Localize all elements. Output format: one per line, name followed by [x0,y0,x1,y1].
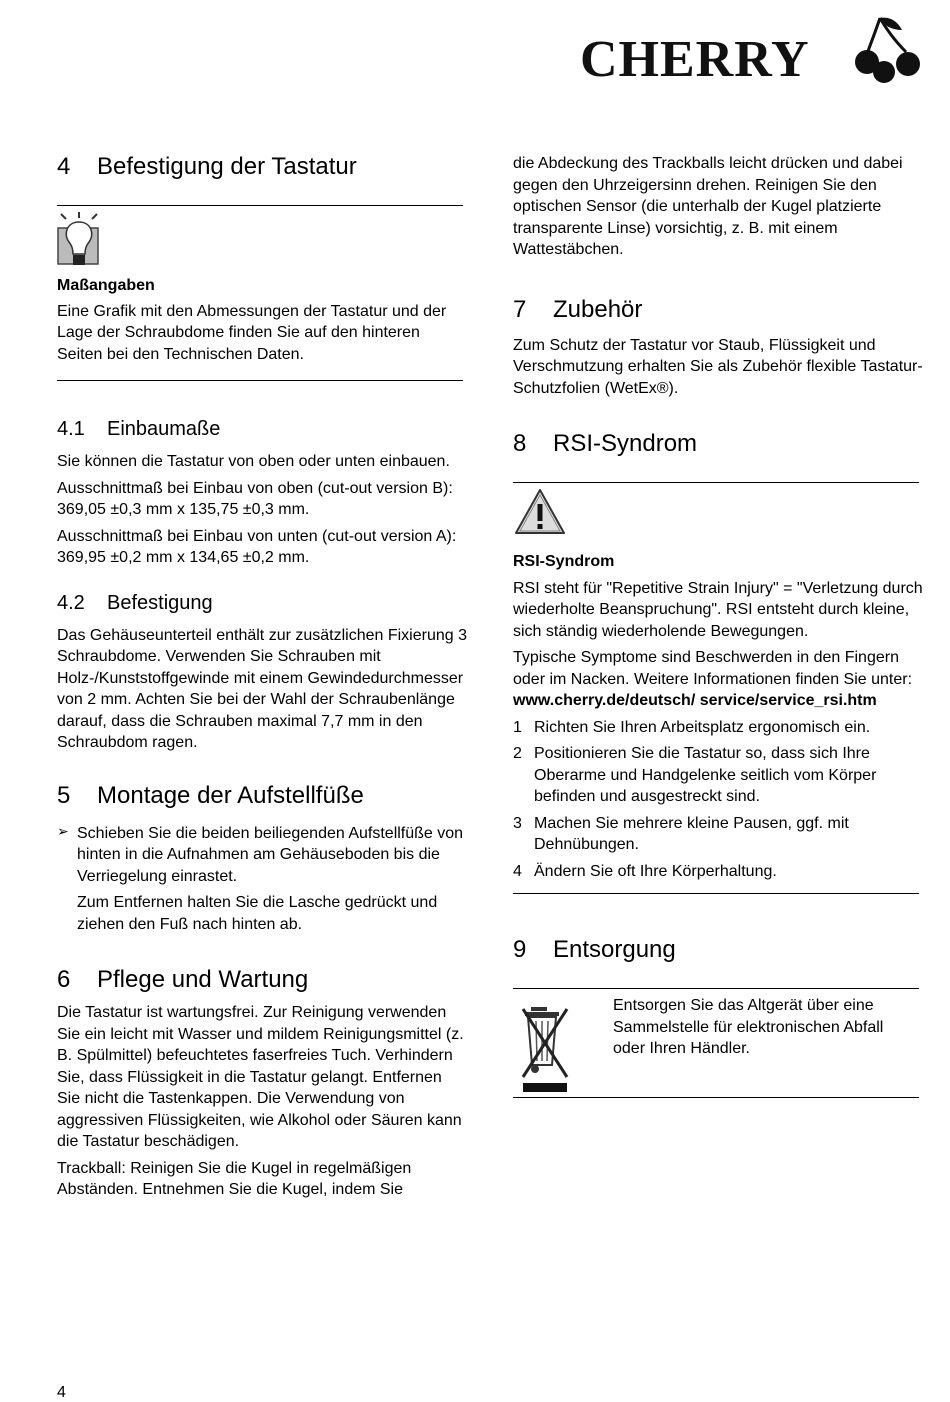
dimension-value: 369,05 ±0,3 mm x 135,75 ±0,3 mm. [57,501,310,518]
note-box-dimensions [57,212,467,365]
paragraph: Das Gehäuseunterteil enthält zur zusätzlichen Fixierung 3 Schraubdome. Verwenden Sie Schrauben mit Holz-/Kunststoffgewinde mit einem Gewindedurchmesser von 2 mm. Achten Sie bei der Wahl der Schraubenlänge darauf, dass die Schrauben maximal 7,7 mm in den Schraubdom ragen. [57,626,467,751]
paragraph: Die Tastatur ist wartungsfrei. Zur Reinigung verwenden Sie ein leicht mit Wasser und mildem Reinigungsmittel (z. B. Spülmittel) befeuchtetes faserfreies Tuch. Verhindern Sie, dass Flüssigkeit in die Tastatur gelangt. Entfernen Sie nicht die Tastenkappen. Die Verwendung von aggressiven Flüssigkeiten, wie Alkohol oder Säuren kann die Tastatur beschädigen. [57,1004,464,1150]
paragraph-text: Typische Symptome sind Beschwerden in den Fingern oder im Nacken. Weitere Informationen finden Sie unter: [513,649,913,688]
paragraph: Ausschnittmaß bei Einbau von oben (cut-out version B): [57,479,453,497]
note-text: Eine Grafik mit den Abmessungen der Tastatur und der Lage der Schraubdome finden Sie auf den hinteren Seiten bei den Technischen Daten. [57,302,447,363]
note-title: Maßangaben [57,277,155,294]
divider [513,482,919,483]
warning-triangle-icon [513,487,567,537]
left-column [57,150,467,1201]
crossed-bin-icon [521,1003,571,1095]
list-item: 3 Machen Sie mehrere kleine Pausen, ggf. mit Dehnübungen. [513,814,849,853]
list-item: 4 Ändern Sie oft Ihre Körperhaltung. [513,862,777,880]
list-item: 1 Richten Sie Ihren Arbeitsplatz ergonomisch ein. [513,718,871,736]
divider [57,205,463,206]
paragraph: Zum Schutz der Tastatur vor Staub, Flüssigkeit und Verschmutzung erhalten Sie als Zubehör flexible Tastatur-Schutzfolien (WetEx®). [513,336,923,397]
section-6-heading: 6 Pflege und Wartung [57,966,309,993]
section-7-heading: 7 Zubehör [513,295,643,323]
paragraph: Trackball: Reinigen Sie die Kugel in regelmäßigen Abständen. Entnehmen Sie die Kugel, indem Sie [57,1159,412,1198]
list-item: 2 Positionieren Sie die Tastatur so, dass sich Ihre Oberarme und Handgelenke seitlich vom Körper befinden und ausgestreckt sind. [513,745,877,805]
section-4-2-heading: 4.2 Befestigung [57,591,213,614]
lightbulb-icon [57,212,103,268]
note-box-rsi [513,487,923,882]
cherry-logo [580,14,925,92]
divider [513,1097,919,1098]
section-4-1-heading: 4.1 Einbaumaße [57,418,221,440]
paragraph: die Abdeckung des Trackballs leicht drücken und dabei gegen den Uhrzeigersinn drehen. Reinigen Sie den optischen Sensor (die unterhalb der Kugel platzierte transparente Linse) vorsichtig, z. B. mit einem Wattestäbchen. [513,155,903,258]
paragraph: RSI steht für "Repetitive Strain Injury" = "Verletzung durch wiederholte Beanspruchung". RSI entsteht durch kleine, sich ständig wiederholende Bewegungen. [513,579,923,640]
paragraph: Zum Entfernen halten Sie die Lasche gedrückt und ziehen den Fuß nach hinten ab. [77,894,438,933]
paragraph [513,647,923,712]
section-4-heading: 4 Befestigung der Tastatur [57,153,357,180]
paragraph: Entsorgen Sie das Altgerät über eine Sammelstelle für elektronischen Abfall oder Ihren Händler. [613,997,884,1057]
disposal-box [513,989,923,1097]
cherries-icon [855,18,920,83]
page-number: 4 [57,1384,66,1401]
dimension-value: 369,95 ±0,2 mm x 134,65 ±0,2 mm. [57,549,310,566]
arrow-bullet-icon: ➢ [57,822,69,839]
rsi-link[interactable]: www.cherry.de/deutsch/ service/service_rsi.htm [513,692,877,709]
section-8-heading: 8 RSI-Syndrom [513,430,698,457]
paragraph: Sie können die Tastatur von oben oder unten einbauen. [57,453,450,470]
bullet-item [57,823,467,936]
paragraph: Ausschnittmaß bei Einbau von unten (cut-out version A): [57,527,457,545]
divider [57,380,463,381]
logo-text: CHERRY [580,31,810,88]
note-title: RSI-Syndrom [513,553,615,570]
section-9-heading: 9 Entsorgung [513,936,676,963]
rsi-tips-list [513,717,923,883]
right-column [513,153,923,1098]
bullet-text: Schieben Sie die beiden beiliegenden Aufstellfüße von hinten in die Aufnahmen am Gehäuseboden bis die Verriegelung einrastet. [77,824,464,885]
divider [513,893,919,894]
section-5-heading: 5 Montage der Aufstellfüße [57,781,364,809]
